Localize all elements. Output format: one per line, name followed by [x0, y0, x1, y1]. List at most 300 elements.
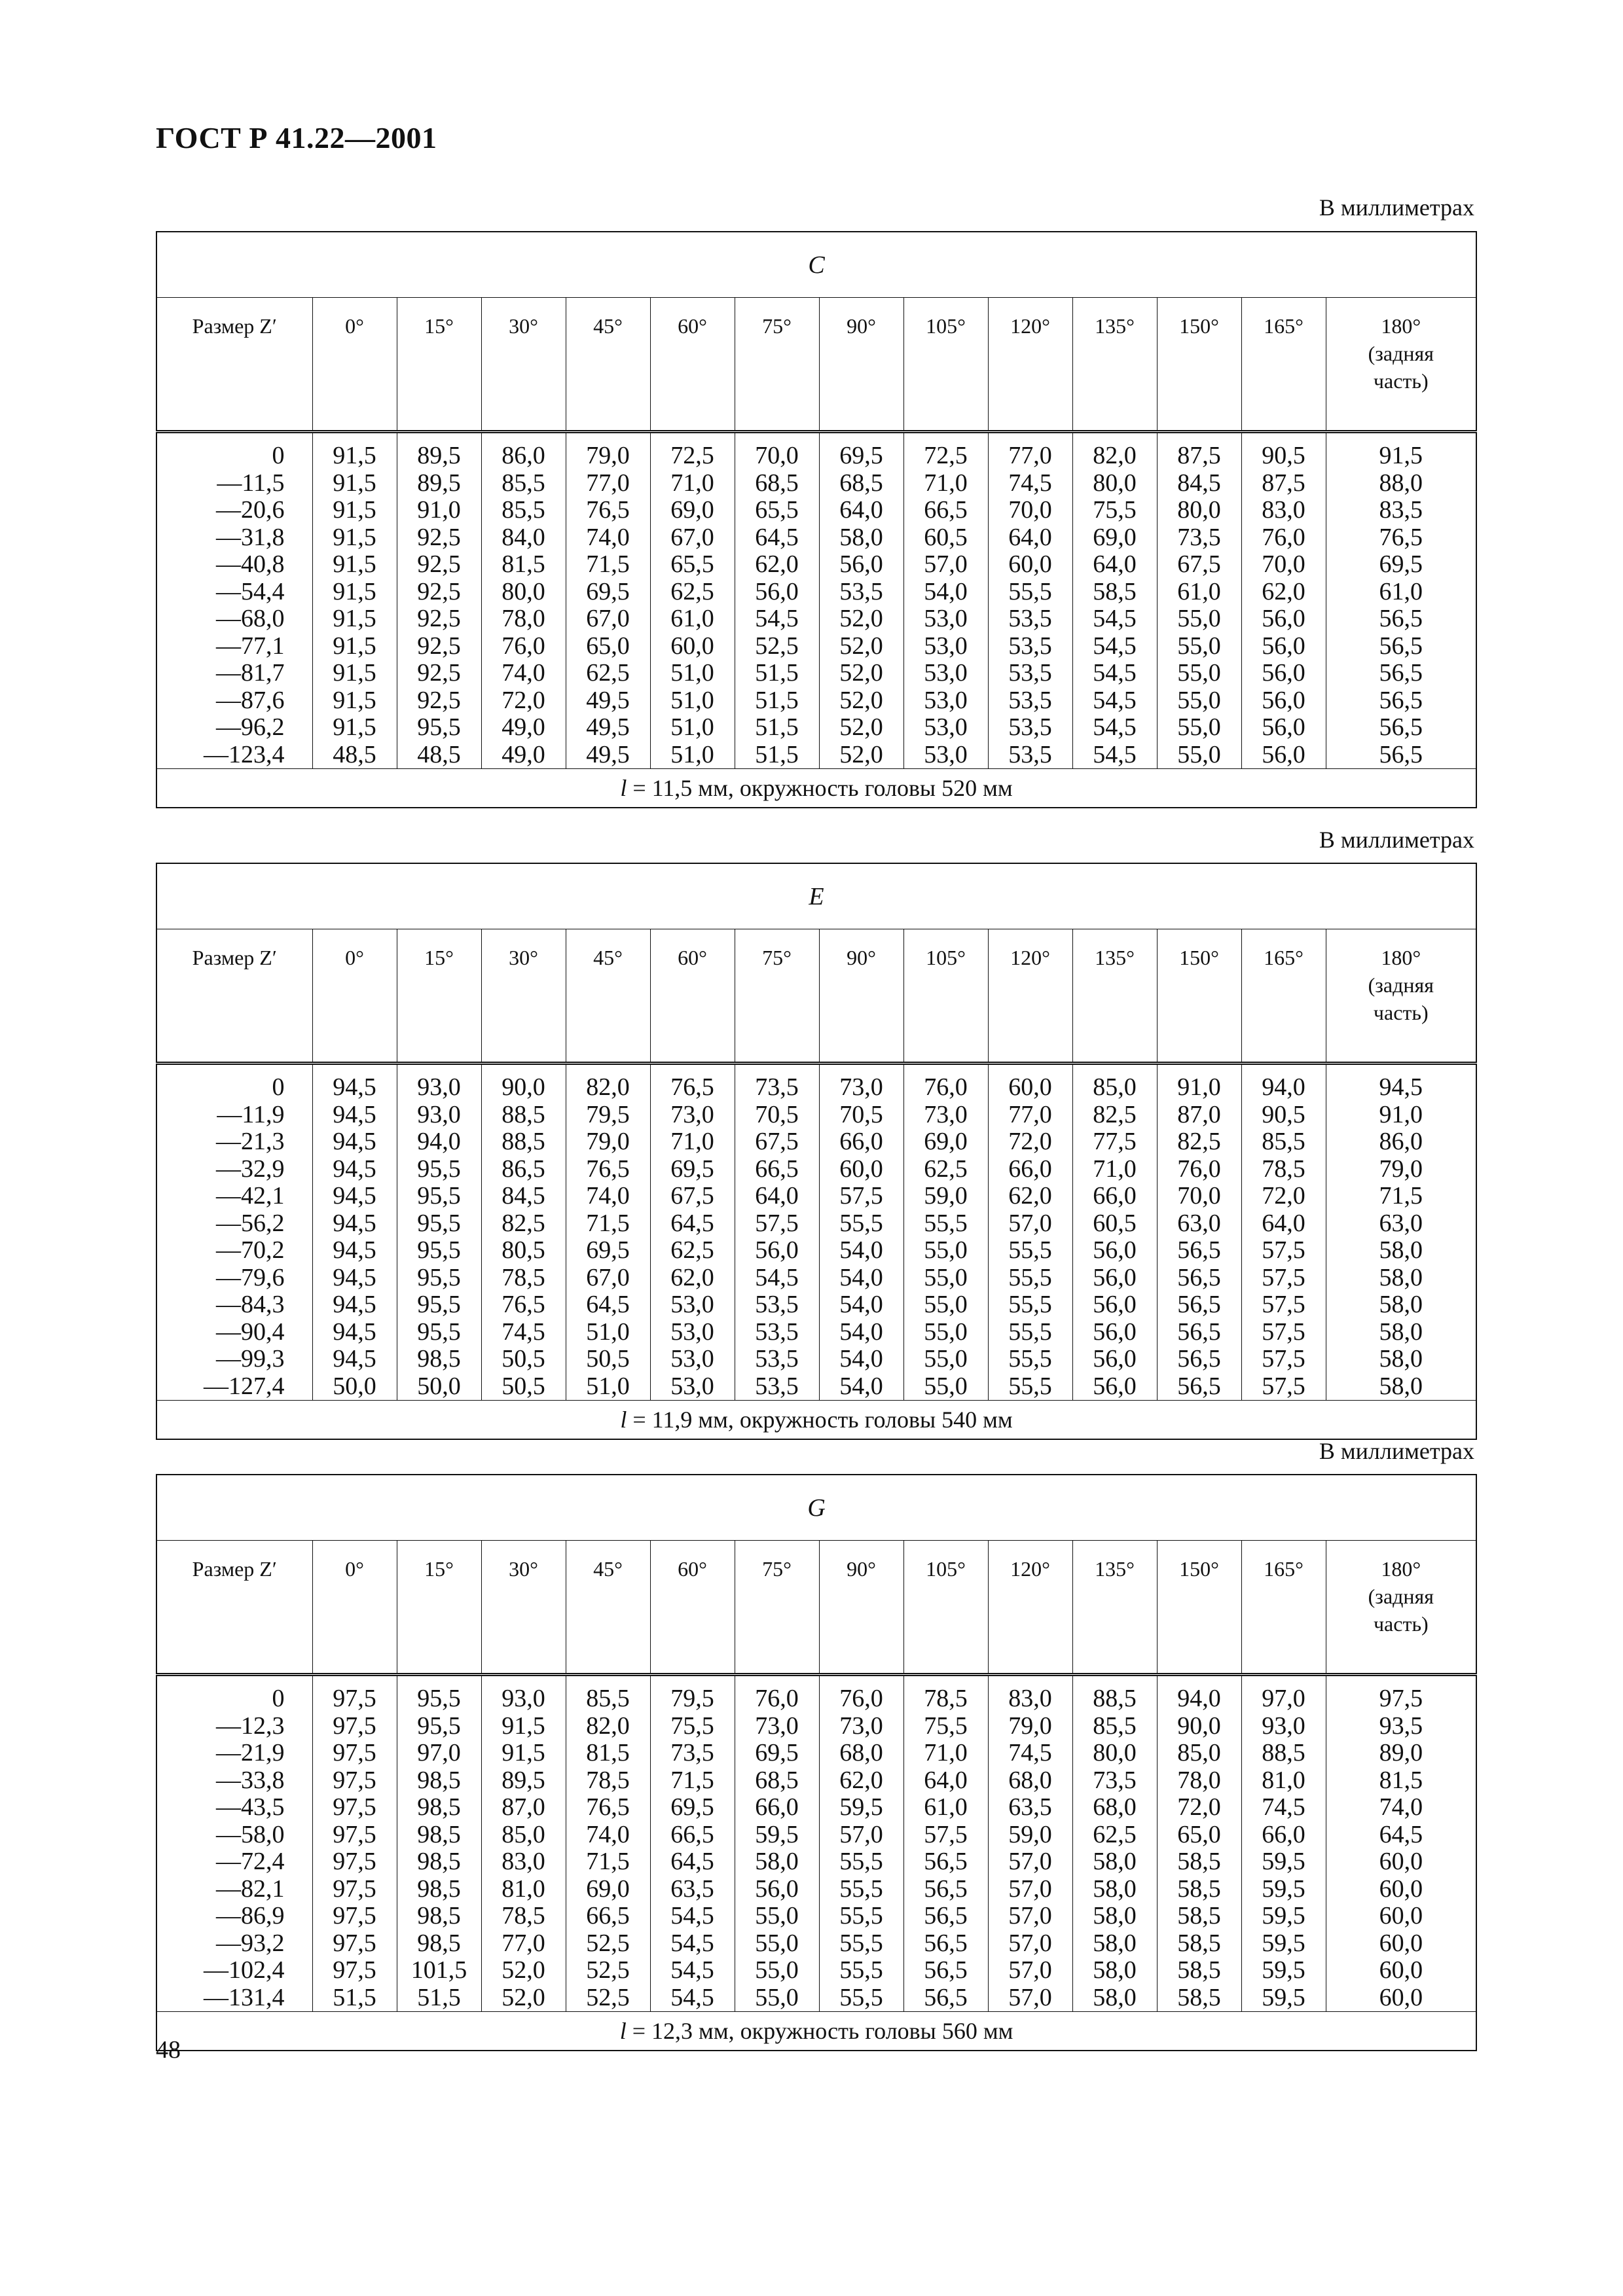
- table-cell: 52,0: [839, 713, 883, 741]
- size-z-value: —81,7: [216, 659, 285, 687]
- table-cell: 80,0: [1093, 469, 1137, 497]
- table-cell: 84,0: [501, 523, 545, 551]
- table-symbol: G: [156, 1475, 1476, 1541]
- table-cell: 97,0: [1262, 1685, 1305, 1712]
- table-cell: 91,5: [333, 469, 376, 497]
- table-cell: 56,5: [1379, 686, 1423, 714]
- column-header-angle: 15°: [397, 929, 481, 1064]
- table-cell: 57,0: [1008, 1209, 1052, 1237]
- size-z-value: —79,6: [216, 1263, 285, 1291]
- table-cell: 83,5: [1379, 496, 1423, 524]
- table-cell: 60,0: [1379, 1956, 1423, 1984]
- table-cell: 70,0: [755, 442, 799, 469]
- table-cell: 78,5: [586, 1766, 630, 1794]
- table-cell: 58,5: [1177, 1956, 1221, 1984]
- table-cell: 73,5: [1177, 523, 1221, 551]
- table-cell: 91,5: [333, 523, 376, 551]
- table-cell: 57,0: [1008, 1902, 1052, 1929]
- table-cell: 71,0: [924, 469, 968, 497]
- size-z-value: —102,4: [204, 1956, 285, 1984]
- column-header-angle: 105°: [903, 1541, 988, 1675]
- table-cell: 61,0: [670, 605, 714, 632]
- table-cell: 51,5: [755, 713, 799, 741]
- table-cell: 53,5: [839, 577, 883, 605]
- table-cell: 85,5: [586, 1685, 630, 1712]
- table-cell: 91,5: [333, 577, 376, 605]
- table-cell: 56,0: [1093, 1291, 1137, 1318]
- column-header-angle: 150°: [1157, 1541, 1241, 1675]
- size-z-value: 0: [272, 442, 285, 469]
- table-cell: 50,5: [501, 1345, 545, 1372]
- table-cell: 85,5: [1093, 1712, 1137, 1740]
- angle-value-column: [1157, 432, 1241, 769]
- table-cell: 55,0: [755, 1929, 799, 1957]
- table-cell: 85,5: [1262, 1128, 1305, 1155]
- table-symbol: E: [156, 863, 1476, 929]
- table-cell: 55,0: [1177, 605, 1221, 632]
- table-cell: 58,5: [1177, 1929, 1221, 1957]
- table-cell: 56,0: [839, 550, 883, 578]
- table-cell: 54,5: [1093, 740, 1137, 768]
- table-cell: 77,0: [1008, 442, 1052, 469]
- table-cell: 71,5: [586, 550, 630, 578]
- table-cell: 55,5: [1008, 1291, 1052, 1318]
- table-cell: 55,5: [1008, 1263, 1052, 1291]
- angle-value-column: [819, 432, 903, 769]
- table-cell: 95,5: [417, 1291, 461, 1318]
- angle-value-column: [1157, 1064, 1241, 1401]
- table-cell: 89,0: [1379, 1739, 1423, 1767]
- table-cell: 55,5: [839, 1848, 883, 1875]
- table-cell: 71,0: [670, 1128, 714, 1155]
- table-cell: 55,0: [755, 1902, 799, 1929]
- table-cell: 92,5: [417, 577, 461, 605]
- table-cell: 57,0: [1008, 1956, 1052, 1984]
- table-cell: 63,5: [670, 1874, 714, 1903]
- table-cell: 53,0: [924, 632, 968, 660]
- table-cell: 85,0: [1093, 1073, 1137, 1101]
- unit-note: В миллиметрах: [1319, 1438, 1474, 1464]
- table-cell: 58,5: [1177, 1848, 1221, 1875]
- table-cell: 53,5: [755, 1291, 799, 1318]
- table-cell: 95,5: [417, 1263, 461, 1291]
- table-cell: 53,5: [1008, 686, 1052, 714]
- table-cell: 68,0: [1008, 1766, 1052, 1794]
- table-cell: 60,0: [1379, 1902, 1423, 1929]
- table-cell: 73,0: [755, 1712, 799, 1740]
- table-cell: 79,0: [586, 442, 630, 469]
- size-z-value: —68,0: [216, 605, 285, 632]
- table-cell: 93,0: [417, 1073, 461, 1101]
- column-header-angle: 120°: [988, 298, 1072, 432]
- table-cell: 48,5: [333, 740, 376, 768]
- table-cell: 63,5: [1008, 1793, 1052, 1821]
- data-table-g: [156, 1474, 1477, 2051]
- table-cell: 55,0: [755, 1983, 799, 2011]
- table-cell: 64,0: [1262, 1209, 1305, 1237]
- table-cell: 53,0: [924, 659, 968, 687]
- table-cell: 57,5: [924, 1820, 968, 1848]
- table-cell: 64,0: [924, 1766, 968, 1794]
- table-cell: 55,0: [924, 1263, 968, 1291]
- table-cell: 70,5: [755, 1100, 799, 1128]
- column-header-angle: 30°: [481, 298, 566, 432]
- table-cell: 72,0: [1008, 1128, 1052, 1155]
- column-header-angle: 30°: [481, 1541, 566, 1675]
- table-cell: 58,0: [1093, 1902, 1137, 1929]
- table-cell: 57,0: [1008, 1983, 1052, 2011]
- table-cell: 90,5: [1262, 442, 1305, 469]
- table-cell: 54,5: [1093, 605, 1137, 632]
- table-cell: 77,5: [1093, 1128, 1137, 1155]
- column-header-angle: 150°: [1157, 298, 1241, 432]
- column-header-180-line: (задняя: [1368, 342, 1434, 365]
- angle-value-column: [819, 1675, 903, 2012]
- table-cell: 58,0: [839, 523, 883, 551]
- table-cell: 56,5: [1379, 740, 1423, 768]
- column-header-180-line: 180°: [1381, 946, 1421, 969]
- table-cell: 61,0: [1379, 577, 1423, 605]
- table-cell: 68,0: [1093, 1793, 1137, 1821]
- column-header-angle: 75°: [735, 298, 819, 432]
- angle-value-column: [988, 432, 1072, 769]
- table-cell: 56,0: [1262, 686, 1305, 714]
- table-cell: 53,5: [1008, 659, 1052, 687]
- table-cell: 58,0: [1379, 1318, 1423, 1346]
- table-cell: 54,5: [670, 1929, 714, 1957]
- table-cell: 92,5: [417, 605, 461, 632]
- angle-value-column: [312, 1675, 397, 2012]
- table-cell: 51,0: [586, 1372, 630, 1400]
- table-cell: 60,5: [1093, 1209, 1137, 1237]
- column-header-180-line: часть): [1373, 369, 1429, 393]
- table-cell: 57,5: [1262, 1372, 1305, 1400]
- table-cell: 54,5: [670, 1983, 714, 2011]
- angle-value-column: [397, 1064, 481, 1401]
- table-cell: 56,0: [1093, 1372, 1137, 1400]
- table-cell: 66,0: [1262, 1820, 1305, 1848]
- table-cell: 72,5: [924, 442, 968, 469]
- table-cell: 69,0: [586, 1874, 630, 1903]
- table-cell: 55,0: [755, 1956, 799, 1984]
- column-header-angle: 45°: [566, 929, 650, 1064]
- table-cell: 56,5: [924, 1929, 968, 1957]
- table-cell: 78,5: [501, 1263, 545, 1291]
- table-cell: 91,5: [333, 632, 376, 660]
- table-cell: 62,0: [755, 550, 799, 578]
- table-cell: 56,0: [1093, 1263, 1137, 1291]
- table-cell: 58,0: [1093, 1848, 1137, 1875]
- table-cell: 56,5: [1379, 605, 1423, 632]
- column-header-size: Размер Z′: [156, 929, 312, 1064]
- table-cell: 77,0: [1008, 1100, 1052, 1128]
- table-cell: 74,0: [586, 523, 630, 551]
- angle-value-column: [1326, 432, 1476, 769]
- table-cell: 94,0: [417, 1128, 461, 1155]
- table-cell: 83,0: [501, 1848, 545, 1875]
- column-header-angle: 15°: [397, 298, 481, 432]
- table-cell: 97,5: [333, 1874, 376, 1903]
- table-cell: 71,5: [1379, 1182, 1423, 1210]
- table-cell: 98,5: [417, 1766, 461, 1794]
- table-cell: 74,0: [586, 1820, 630, 1848]
- angle-value-column: [1241, 1064, 1326, 1401]
- table-cell: 49,5: [586, 713, 630, 741]
- table-cell: 50,0: [333, 1372, 376, 1400]
- table-cell: 50,5: [501, 1372, 545, 1400]
- table-cell: 59,5: [755, 1820, 799, 1848]
- table-cell: 97,5: [333, 1739, 376, 1767]
- angle-value-column: [1241, 432, 1326, 769]
- size-z-value: —90,4: [216, 1318, 285, 1346]
- angle-value-column: [735, 1675, 819, 2012]
- table-cell: 97,5: [333, 1956, 376, 1984]
- table-cell: 66,5: [755, 1155, 799, 1183]
- table-cell: 59,5: [1262, 1902, 1305, 1929]
- table-cell: 81,0: [1262, 1766, 1305, 1794]
- table-cell: 58,5: [1177, 1902, 1221, 1929]
- table-cell: 58,0: [755, 1848, 799, 1875]
- column-header-angle: 45°: [566, 298, 650, 432]
- table-cell: 59,5: [1262, 1983, 1305, 2011]
- table-cell: 71,5: [586, 1209, 630, 1237]
- table-cell: 87,0: [1177, 1100, 1221, 1128]
- angle-value-column: [988, 1675, 1072, 2012]
- table-cell: 74,0: [501, 659, 545, 687]
- table-cell: 56,5: [924, 1983, 968, 2011]
- column-header-angle: 75°: [735, 929, 819, 1064]
- table-cell: 73,5: [1093, 1766, 1137, 1794]
- size-z-value: —31,8: [216, 523, 285, 551]
- table-cell: 51,0: [670, 713, 714, 741]
- document-header: ГОСТ Р 41.22—2001: [156, 121, 437, 154]
- table-cell: 93,0: [1262, 1712, 1305, 1740]
- table-cell: 51,5: [755, 740, 799, 768]
- table-cell: 94,5: [333, 1209, 376, 1237]
- table-cell: 58,0: [1379, 1291, 1423, 1318]
- table-cell: 55,5: [1008, 1236, 1052, 1264]
- table-cell: 85,0: [501, 1820, 545, 1848]
- table-cell: 81,5: [586, 1739, 630, 1767]
- size-z-value: —12,3: [216, 1712, 285, 1740]
- table-cell: 55,0: [1177, 740, 1221, 768]
- table-cell: 82,5: [1093, 1100, 1137, 1128]
- column-header-angle: 30°: [481, 929, 566, 1064]
- table-cell: 66,5: [670, 1820, 714, 1848]
- data-table-e: [156, 863, 1477, 1440]
- table-cell: 52,0: [839, 686, 883, 714]
- table-cell: 57,5: [1262, 1263, 1305, 1291]
- table-cell: 97,0: [417, 1739, 461, 1767]
- table-cell: 91,5: [333, 496, 376, 524]
- table-cell: 55,0: [1177, 659, 1221, 687]
- header-row: [156, 1541, 1476, 1675]
- table-cell: 56,5: [1177, 1263, 1221, 1291]
- table-cell: 54,5: [670, 1902, 714, 1929]
- size-z-value: —21,9: [216, 1739, 285, 1767]
- table-cell: 52,5: [586, 1929, 630, 1957]
- table-cell: 57,5: [839, 1182, 883, 1210]
- table-cell: 56,5: [924, 1848, 968, 1875]
- table-cell: 54,0: [839, 1236, 883, 1264]
- table-cell: 50,0: [417, 1372, 461, 1400]
- table-cell: 56,5: [1177, 1236, 1221, 1264]
- table-cell: 73,0: [839, 1073, 883, 1101]
- table-cell: 54,5: [1093, 659, 1137, 687]
- table-cell: 53,0: [670, 1372, 714, 1400]
- size-z-value: —86,9: [216, 1902, 285, 1929]
- table-cell: 87,5: [1262, 469, 1305, 497]
- table-cell: 78,5: [501, 1902, 545, 1929]
- table-cell: 94,5: [333, 1291, 376, 1318]
- table-cell: 57,5: [1262, 1236, 1305, 1264]
- size-z-value: —93,2: [216, 1929, 285, 1957]
- table-cell: 95,5: [417, 713, 461, 741]
- table-cell: 54,0: [839, 1318, 883, 1346]
- column-header-angle: 150°: [1157, 929, 1241, 1064]
- table-cell: 95,5: [417, 1155, 461, 1183]
- size-z-value: —40,8: [216, 550, 285, 578]
- table-cell: 85,5: [501, 469, 545, 497]
- table-cell: 53,0: [670, 1291, 714, 1318]
- table-cell: 91,5: [333, 605, 376, 632]
- table-cell: 66,0: [1008, 1155, 1052, 1183]
- table-cell: 91,5: [1379, 442, 1423, 469]
- table-cell: 80,0: [1177, 496, 1221, 524]
- table-cell: 73,5: [755, 1073, 799, 1101]
- size-z-value: —123,4: [204, 740, 285, 768]
- column-header-angle: 90°: [819, 929, 903, 1064]
- table-cell: 56,5: [1379, 713, 1423, 741]
- angle-value-column: [1072, 1675, 1157, 2012]
- table-cell: 84,5: [501, 1182, 545, 1210]
- table-cell: 69,5: [1379, 550, 1423, 578]
- size-z-value: 0: [272, 1073, 285, 1101]
- table-cell: 54,0: [839, 1291, 883, 1318]
- table-cell: 68,5: [755, 1766, 799, 1794]
- size-z-value: —20,6: [216, 496, 285, 524]
- table-cell: 65,5: [755, 496, 799, 524]
- column-header-angle: 165°: [1241, 298, 1326, 432]
- column-header-angle: 105°: [903, 929, 988, 1064]
- table-cell: 59,5: [839, 1793, 883, 1821]
- table-cell: 55,5: [1008, 1318, 1052, 1346]
- angle-value-column: [988, 1064, 1072, 1401]
- table-cell: 56,5: [1379, 659, 1423, 687]
- table-cell: 68,0: [839, 1739, 883, 1767]
- angle-value-column: [650, 432, 735, 769]
- table-cell: 91,5: [333, 442, 376, 469]
- table-cell: 98,5: [417, 1793, 461, 1821]
- table-cell: 95,5: [417, 1318, 461, 1346]
- angle-value-column: [903, 1675, 988, 2012]
- size-z-value: —70,2: [216, 1236, 285, 1264]
- table-cell: 97,5: [333, 1902, 376, 1929]
- table-cell: 56,0: [1262, 713, 1305, 741]
- table-cell: 69,5: [586, 577, 630, 605]
- table-cell: 64,5: [1379, 1820, 1423, 1848]
- table-cell: 98,5: [417, 1820, 461, 1848]
- table-cell: 97,5: [333, 1820, 376, 1848]
- table-cell: 64,5: [670, 1209, 714, 1237]
- column-header-angle: 15°: [397, 1541, 481, 1675]
- table-cell: 51,5: [755, 659, 799, 687]
- unit-note: В миллиметрах: [1319, 827, 1474, 853]
- table-cell: 74,0: [586, 1182, 630, 1210]
- table-cell: 95,5: [417, 1236, 461, 1264]
- table-cell: 55,5: [924, 1209, 968, 1237]
- angle-value-column: [903, 432, 988, 769]
- table-cell: 89,5: [417, 469, 461, 497]
- table-cell: 82,0: [586, 1712, 630, 1740]
- table-cell: 66,0: [839, 1128, 883, 1155]
- table-cell: 53,0: [670, 1318, 714, 1346]
- table-cell: 80,5: [501, 1236, 545, 1264]
- table-cell: 86,5: [501, 1155, 545, 1183]
- table-cell: 77,0: [586, 469, 630, 497]
- table-cell: 53,0: [670, 1345, 714, 1372]
- table-cell: 63,0: [1177, 1209, 1221, 1237]
- size-z-value: —82,1: [216, 1874, 285, 1903]
- header-row: [156, 298, 1476, 432]
- column-header-180-line: 180°: [1381, 1557, 1421, 1581]
- symbol-row: [156, 863, 1476, 929]
- table-cell: 70,0: [1262, 550, 1305, 578]
- table-cell: 64,0: [755, 1182, 799, 1210]
- table-cell: 51,0: [670, 740, 714, 768]
- table-cell: 73,0: [924, 1100, 968, 1128]
- size-z-value: —87,6: [216, 686, 285, 714]
- table-cell: 55,0: [1177, 713, 1221, 741]
- column-header-angle: 120°: [988, 929, 1072, 1064]
- table-cell: 78,0: [501, 605, 545, 632]
- table-cell: 54,5: [1093, 713, 1137, 741]
- table-cell: 53,0: [924, 686, 968, 714]
- table-cell: 60,0: [1379, 1874, 1423, 1903]
- symbol-row: [156, 1475, 1476, 1541]
- table-cell: 58,5: [1177, 1874, 1221, 1903]
- table-cell: 94,5: [333, 1128, 376, 1155]
- table-cell: 55,5: [1008, 577, 1052, 605]
- table-cell: 62,5: [670, 1236, 714, 1264]
- table-cell: 88,5: [501, 1100, 545, 1128]
- table-cell: 68,5: [839, 469, 883, 497]
- table-cell: 51,5: [755, 686, 799, 714]
- table-cell: 94,5: [333, 1182, 376, 1210]
- angle-value-column: [566, 1064, 650, 1401]
- table-cell: 75,5: [1093, 496, 1137, 524]
- table-cell: 55,0: [924, 1318, 968, 1346]
- table-footnote: [156, 769, 1476, 808]
- size-z-value: —77,1: [216, 632, 285, 660]
- column-header-angle: 0°: [312, 1541, 397, 1675]
- values-row: [156, 1675, 1476, 2012]
- table-cell: 54,0: [839, 1263, 883, 1291]
- table-cell: 79,5: [586, 1100, 630, 1128]
- table-footnote: [156, 1401, 1476, 1440]
- table-cell: 75,5: [670, 1712, 714, 1740]
- table-cell: 49,0: [501, 713, 545, 741]
- table-cell: 53,5: [1008, 605, 1052, 632]
- table-cell: 86,0: [501, 442, 545, 469]
- table-cell: 52,0: [839, 605, 883, 632]
- table-cell: 56,0: [755, 1874, 799, 1903]
- table-cell: 88,5: [1093, 1685, 1137, 1712]
- table-cell: 71,5: [670, 1766, 714, 1794]
- table-cell: 66,5: [924, 496, 968, 524]
- table-cell: 98,5: [417, 1345, 461, 1372]
- table-cell: 51,5: [333, 1983, 376, 2011]
